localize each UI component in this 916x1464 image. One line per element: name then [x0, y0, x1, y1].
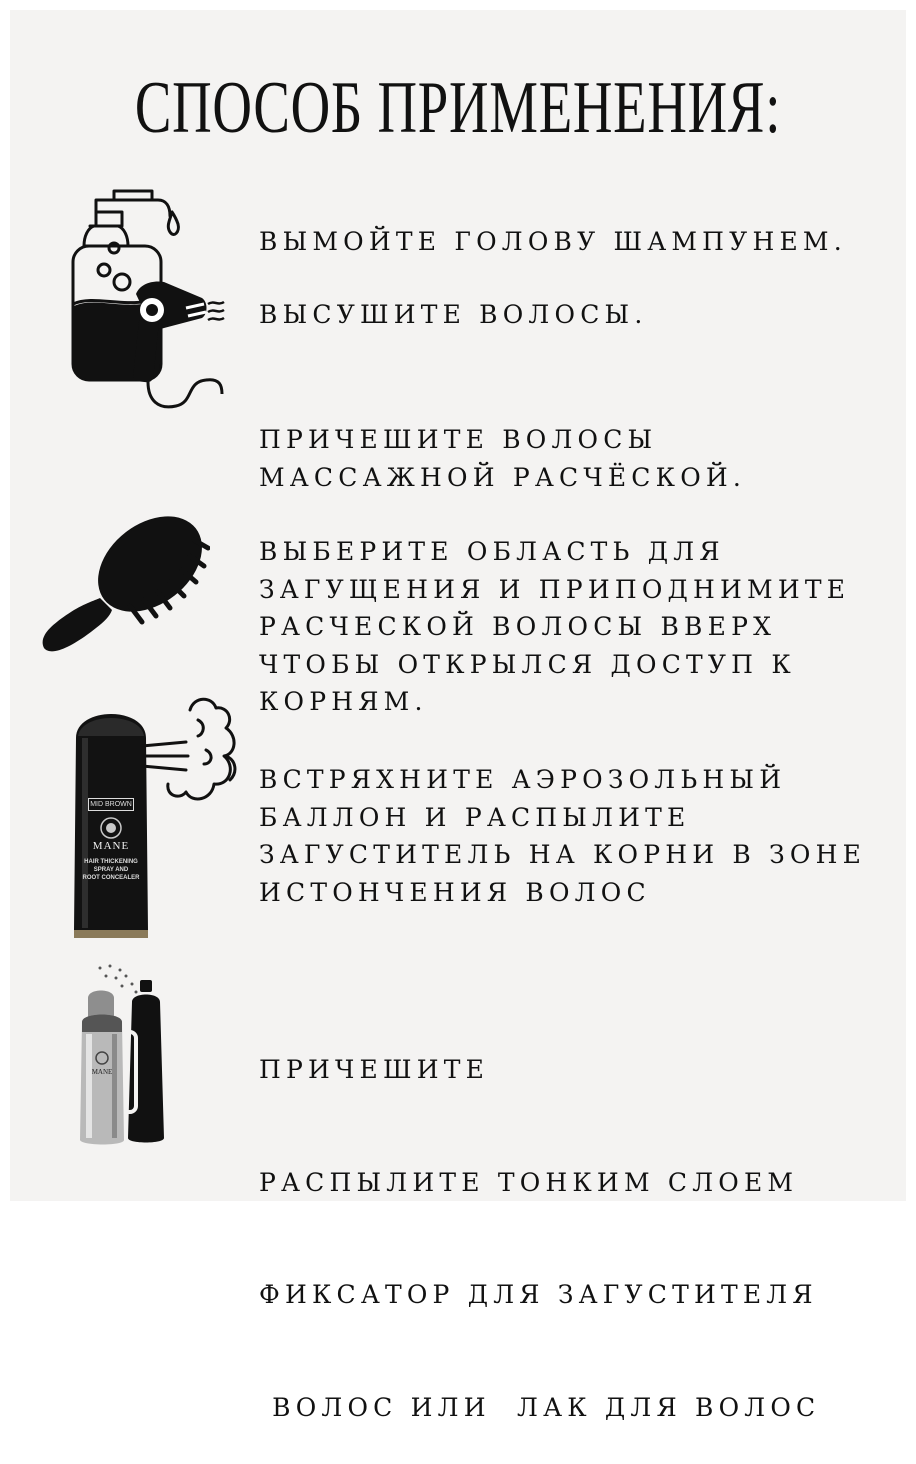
- brand-name: MANE: [92, 840, 130, 852]
- step-4-line: ЗАГУЩЕНИЯ И ПРИПОДНИМИТЕ: [259, 574, 851, 604]
- hair-brush-icon: [40, 506, 210, 656]
- lion-logo-icon: [98, 816, 124, 840]
- step-5-line: БАЛЛОН И РАСПЫЛИТЕ: [259, 802, 691, 832]
- spray-cloud-icon: [140, 690, 240, 810]
- step-6-line: ФИКСАТОР ДЛЯ ЗАГУСТИТЕЛЯ: [259, 1280, 818, 1309]
- step-3-line: ПРИЧЕШИТЕ ВОЛОСЫ: [259, 425, 658, 454]
- step-2-text: [259, 296, 647, 334]
- product-name: [68, 858, 154, 882]
- hair-dryer-icon: [133, 282, 224, 407]
- step-5-line: ВСТРЯХНИТЕ АЭРОЗОЛЬНЫЙ: [259, 765, 787, 794]
- page-title: СПОСОБ ПРИМЕНЕНИЯ:: [134, 67, 782, 149]
- product-name-line: SPRAY AND: [93, 867, 129, 873]
- product-name-line: ROOT CONCEALER: [82, 875, 140, 881]
- hairspray-cans-icon: [70, 962, 180, 1148]
- step-6-line: ПРИЧЕШИТЕ: [259, 1055, 490, 1084]
- black-hairspray-can-icon: [128, 980, 164, 1143]
- step-3-line: МАССАЖНОЙ РАСЧЁСКОЙ.: [259, 462, 747, 492]
- spray-mist-icon: [99, 965, 138, 994]
- step-6-line: ВОЛОС ИЛИ ЛАК ДЛЯ ВОЛОС: [259, 1392, 821, 1422]
- step-4-line: ЧТОБЫ ОТКРЫЛСЯ ДОСТУП К: [259, 649, 796, 679]
- step-2-line: ВЫСУШИТЕ ВОЛОСЫ.: [259, 300, 648, 329]
- fixer-brand-name: MANE: [91, 1068, 113, 1076]
- shade-label: MID BROWN: [88, 798, 134, 811]
- step-3-text: [259, 421, 746, 496]
- step-1-line: ВЫМОЙТЕ ГОЛОВУ ШАМПУНЕМ.: [259, 227, 847, 256]
- step-5-line: ЗАГУСТИТЕЛЬ НА КОРНИ В ЗОНЕ: [259, 840, 867, 869]
- shampoo-and-dryer-icon: [66, 186, 238, 424]
- step-4-line: РАСЧЕСКОЙ ВОЛОСЫ ВВЕРХ: [259, 612, 777, 641]
- step-5-line: ИСТОНЧЕНИЯ ВОЛОС: [259, 877, 651, 907]
- step-1-text: [259, 223, 847, 261]
- step-5-text: [259, 761, 866, 911]
- step-4-line: ВЫБЕРИТЕ ОБЛАСТЬ ДЛЯ: [259, 537, 725, 566]
- step-4-text: [259, 533, 850, 721]
- step-6-text: [259, 976, 820, 1464]
- product-name-line: HAIR THICKENING: [84, 859, 138, 865]
- step-6-line: РАСПЫЛИТЕ ТОНКИМ СЛОЕМ: [259, 1167, 799, 1197]
- step-4-line: КОРНЯМ.: [259, 687, 428, 716]
